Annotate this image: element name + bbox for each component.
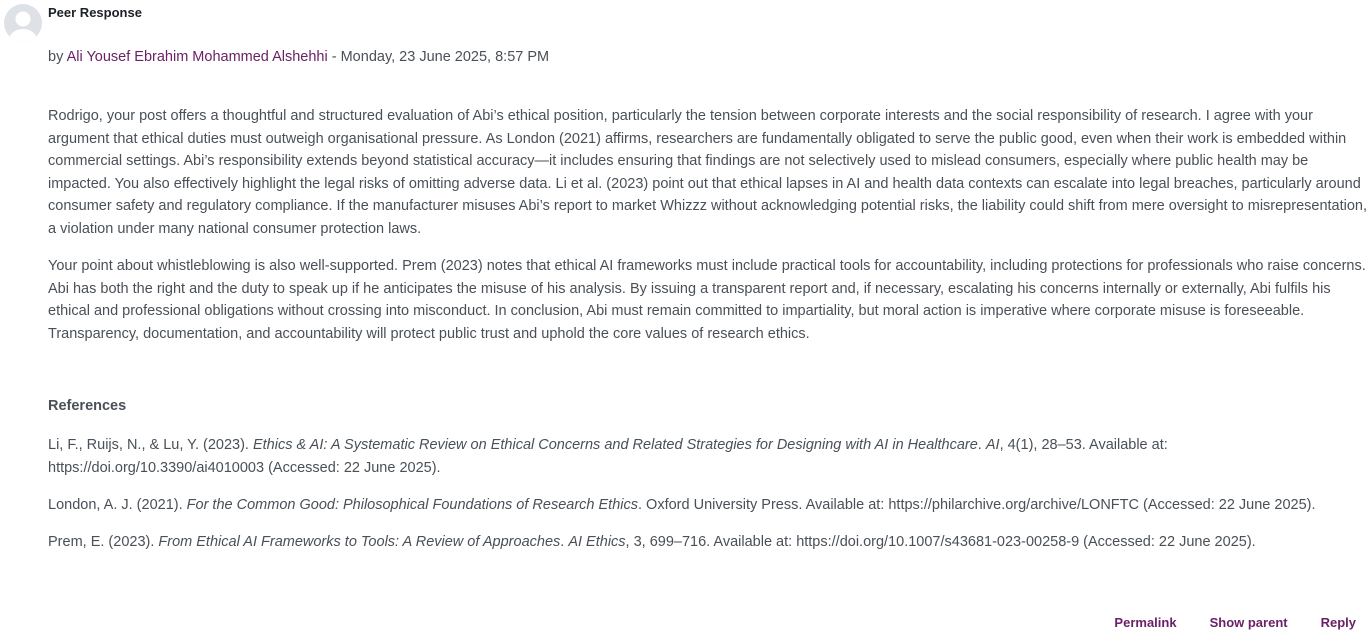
reference-authors: London, A. J. (2021). — [48, 497, 187, 513]
reference-details: , 3, 699–716. Available at: https://doi.org/10.1007/s43681-023-00258-9 (Accessed: 22 June 2025). — [625, 534, 1256, 550]
reference-details: , 4(1), 28–53. Available at: https://doi.org/10.3390/ai4010003 (Accessed: 22 June 2025). — [48, 437, 1168, 476]
reference-separator: . — [560, 534, 569, 550]
reference-authors: Li, F., Ruijs, N., & Lu, Y. (2023). — [48, 437, 253, 453]
reference-item — [48, 531, 1368, 554]
post-actions — [1081, 615, 1356, 630]
reference-title: For the Common Good: Philosophical Foundations of Research Ethics — [186, 497, 638, 513]
reference-details: . Oxford University Press. Available at: https://philarchive.org/archive/LONFTC (Accessed: 22 June 2025). — [638, 497, 1316, 513]
author-link[interactable]: Ali Yousef Ebrahim Mohammed Alshehhi — [66, 49, 328, 65]
reference-title: Ethics & AI: A Systematic Review on Ethical Concerns and Related Strategies for Designing with AI in Healthcare — [252, 437, 978, 453]
show-parent-link[interactable]: Show parent — [1209, 615, 1288, 630]
post-date: - Monday, 23 June 2025, 8:57 PM — [331, 49, 550, 65]
post-paragraph: Rodrigo, your post offers a thoughtful and structured evaluation of Abi’s ethical position, particularly the tension between corporate interests and the social responsibility of research. I agree with your argument that ethical duties must outweigh organisational pressure. As London (2021) affirms, researchers are fundamentally obligated to serve the public good, even when their work is embedded within commercial settings. Abi’s responsibility extends beyond statistical accuracy—it includes ensuring that findings are not selectively used to mislead consumers, especially where public health may be impacted. You also effectively highlight the legal risks of omitting adverse data. Li et al. (2023) point out that ethical lapses in AI and health data contexts can escalate into legal breaches, particularly around consumer safety and regulatory compliance. If the manufacturer misuses Abi’s report to market Whizzz without acknowledging potential risks, the liability could shift from mere oversight to misrepresentation, a violation under many national consumer protection laws. — [48, 108, 1368, 237]
reference-journal: AI — [985, 437, 1000, 453]
reference-item — [48, 434, 1208, 479]
post-byline — [48, 49, 549, 65]
byline-prefix: by — [48, 49, 64, 65]
post-content — [48, 105, 1370, 360]
post-paragraph: Your point about whistleblowing is also well-supported. Prem (2023) notes that ethical AI frameworks must include practical tools for accountability, including protections for professionals who raise concerns. Abi has both the right and the duty to speak up if he anticipates the misuse of his analysis. By issuing a transparent report and, if necessary, escalating his concerns internally or externally, Abi fulfils his ethical and professional obligations without crossing into misconduct. In conclusion, Abi must remain committed to impartiality, but moral action is imperative where corporate misuse is foreseeable. Transparency, documentation, and accountability will protect public trust and uphold the core values of research ethics. — [48, 258, 1366, 342]
user-avatar-icon[interactable] — [4, 4, 42, 42]
reference-item — [48, 494, 1368, 517]
reply-link[interactable]: Reply — [1320, 615, 1356, 630]
reference-separator: . — [977, 437, 986, 453]
post-subject: Peer Response — [48, 5, 142, 20]
reference-authors: Prem, E. (2023). — [48, 534, 159, 550]
reference-journal: AI Ethics — [568, 534, 626, 550]
permalink-link[interactable]: Permalink — [1114, 615, 1177, 630]
reference-title: From Ethical AI Frameworks to Tools: A Review of Approaches — [158, 534, 561, 550]
references-heading: References — [48, 398, 127, 414]
